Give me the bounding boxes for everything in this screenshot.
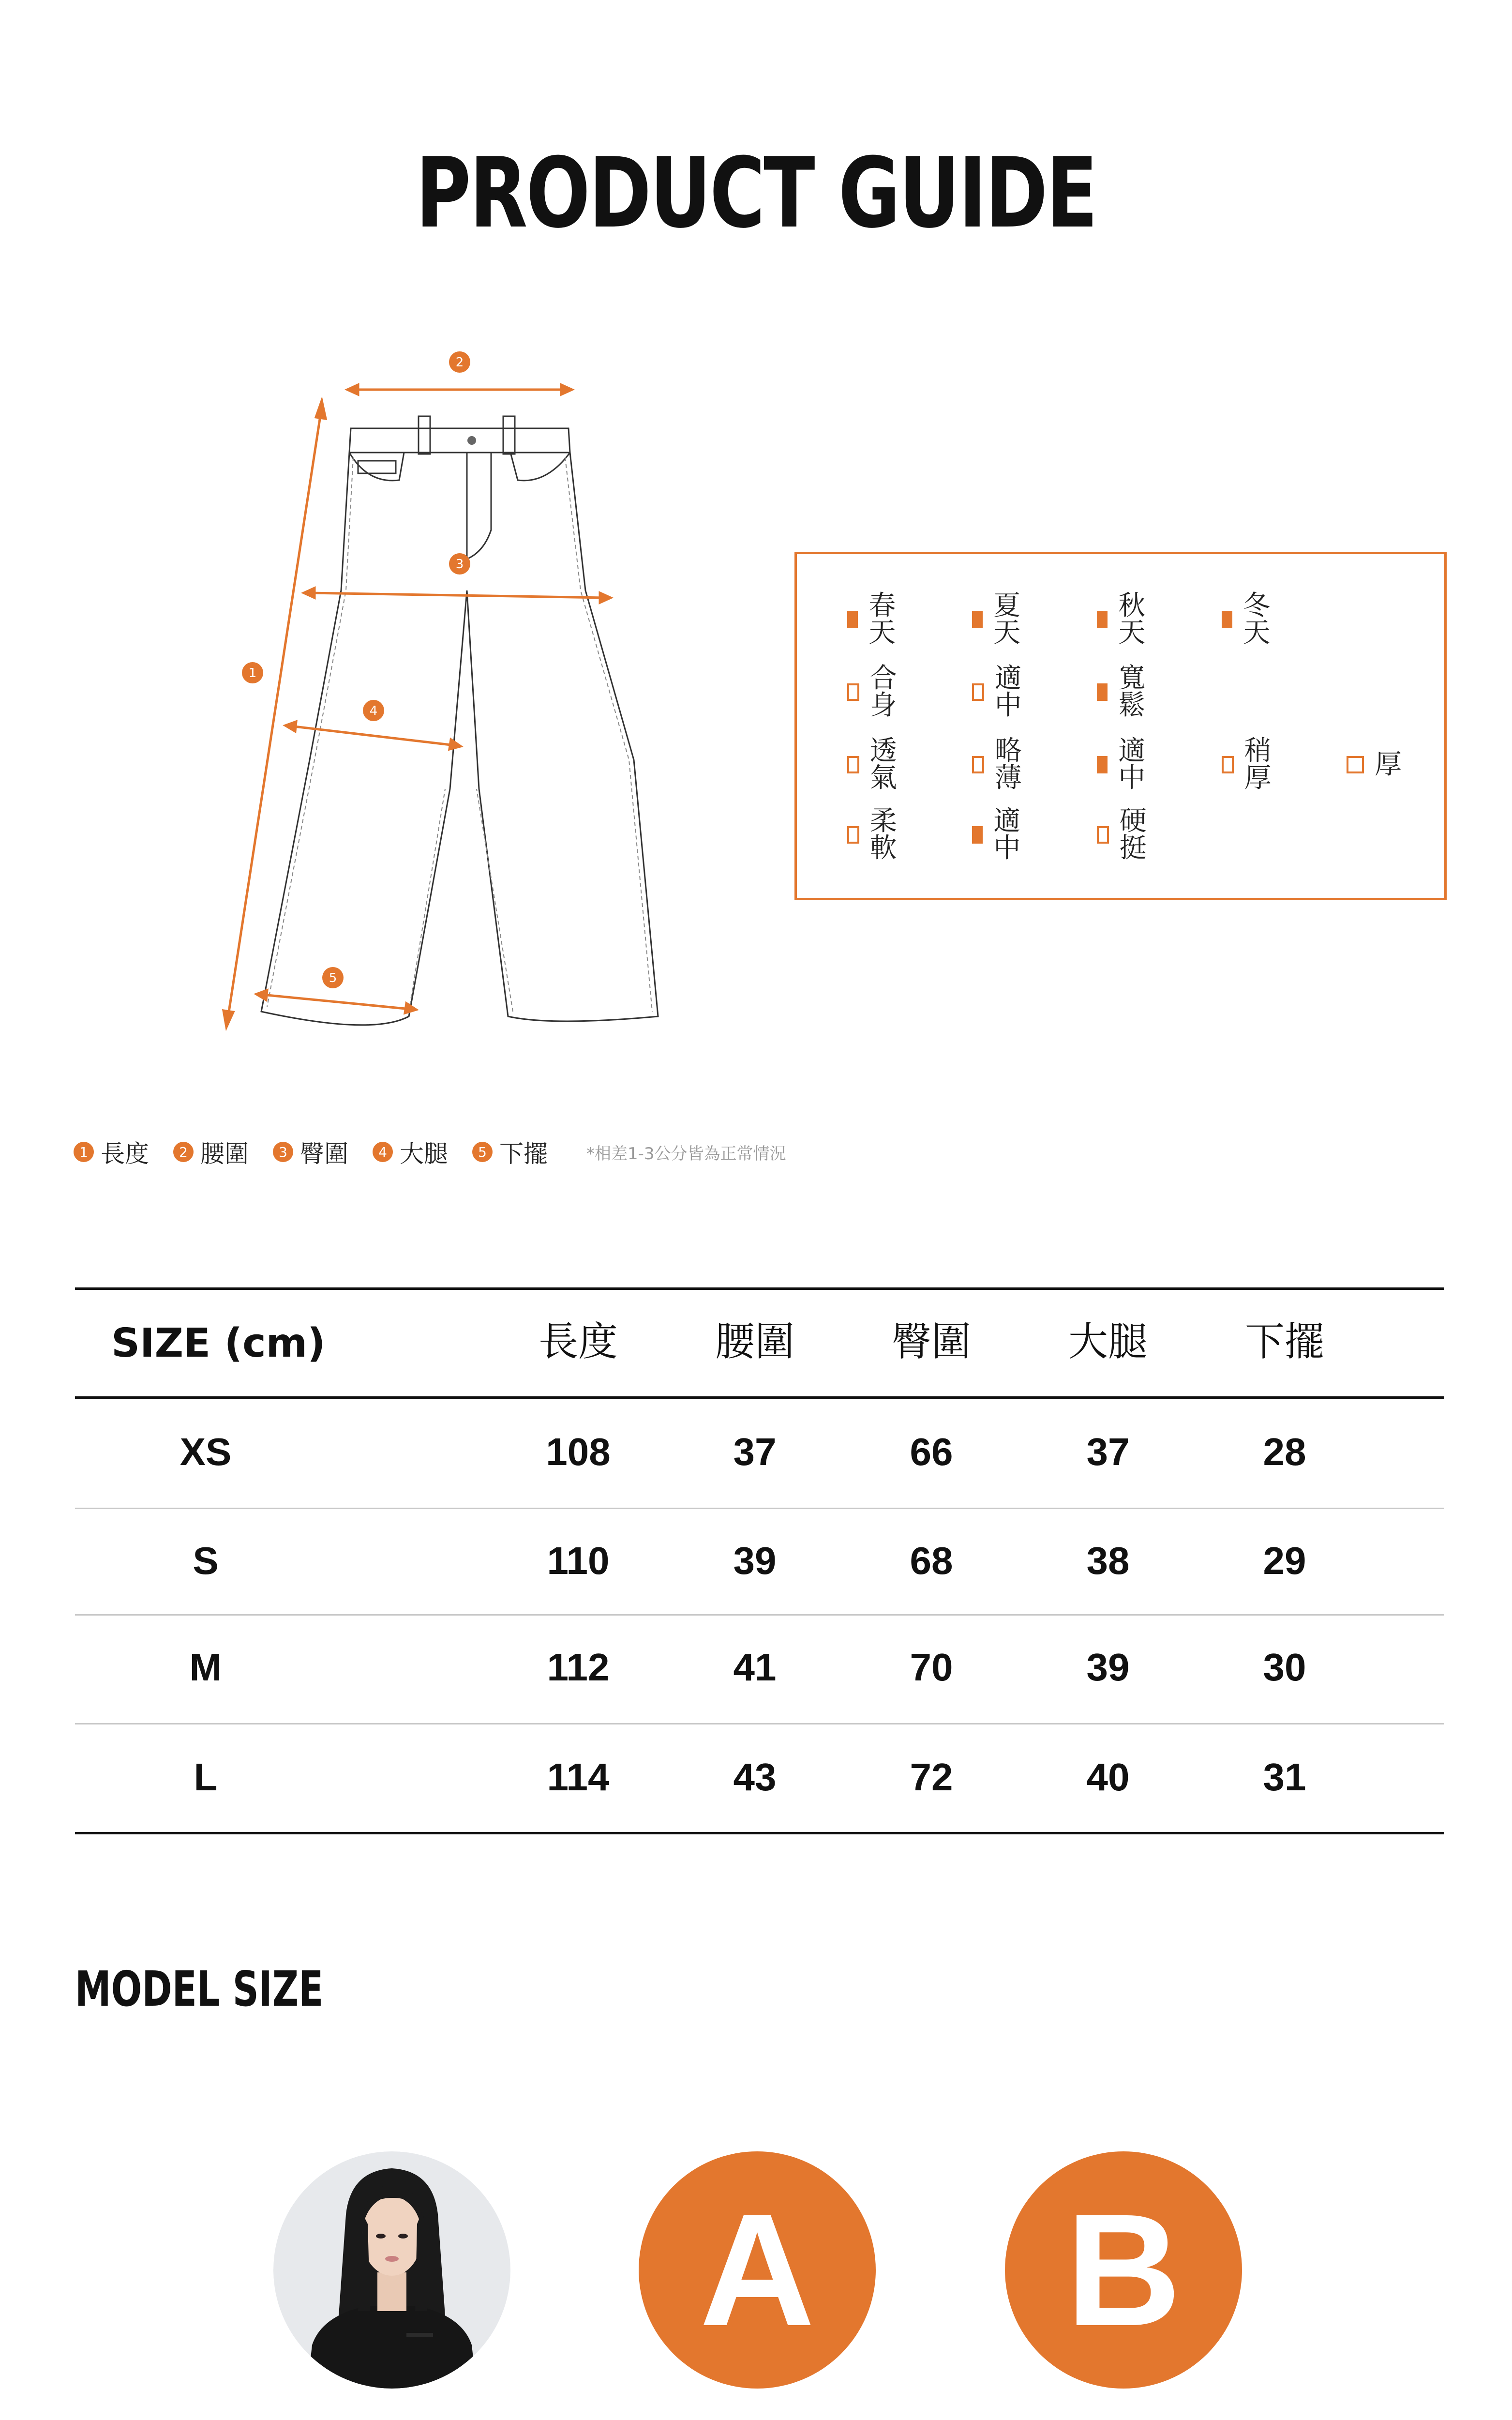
table-cell: 38 [1086, 1539, 1130, 1582]
attribute-item [972, 590, 1027, 649]
model-letter-a: A [699, 2180, 815, 2359]
table-cell: 37 [1086, 1430, 1130, 1473]
table-cell: 72 [910, 1755, 953, 1799]
attribute-label: 適中 [994, 663, 1022, 721]
tolerance-note: *相差1-3公分皆為正常情況 [586, 1144, 786, 1164]
table-cell: 37 [733, 1430, 777, 1473]
size-label: S [193, 1539, 219, 1582]
attribute-label: 硬挺 [1119, 805, 1147, 864]
attribute-label: 冬天 [1243, 590, 1271, 649]
unchecked-box-icon [972, 756, 984, 773]
attribute-item [1097, 590, 1152, 649]
table-cell: 29 [1263, 1539, 1306, 1582]
measurement-legend [74, 1133, 786, 1171]
table-column-header: 腰圍 [715, 1319, 794, 1365]
attribute-label: 合身 [869, 663, 897, 721]
table-divider [75, 1614, 1444, 1616]
page-title: PRODUCT GUIDE [416, 137, 1096, 250]
table-cell: 31 [1263, 1755, 1306, 1799]
attribute-label: 厚 [1375, 749, 1402, 780]
unchecked-box-icon [972, 683, 984, 701]
table-divider [75, 1396, 1444, 1399]
attribute-label: 春天 [868, 590, 896, 649]
marker-thigh [363, 700, 384, 721]
checked-box-icon [1097, 756, 1108, 773]
unchecked-box-icon [847, 826, 859, 844]
table-cell: 114 [547, 1755, 610, 1799]
model-size-title: MODEL SIZE [75, 1961, 324, 2017]
table-column-header: 下擺 [1244, 1319, 1324, 1365]
model-avatar-a [639, 2151, 876, 2389]
table-cell: 39 [733, 1539, 777, 1582]
table-cell: 70 [910, 1646, 953, 1689]
legend-item [373, 1134, 448, 1169]
legend-item [273, 1134, 348, 1169]
legend-number-badge: 5 [472, 1142, 493, 1162]
attribute-label: 稍厚 [1244, 735, 1272, 794]
table-cell: 40 [1086, 1755, 1130, 1799]
unchecked-box-icon [847, 756, 859, 773]
table-cell: 30 [1263, 1646, 1306, 1689]
attribute-item [1097, 663, 1152, 721]
model-letter-b: B [1065, 2180, 1182, 2359]
size-label: L [194, 1755, 218, 1799]
legend-label: 臀圍 [300, 1140, 348, 1168]
legend-number-badge: 3 [273, 1142, 293, 1162]
attribute-item [1097, 805, 1152, 864]
legend-label: 長度 [101, 1140, 149, 1168]
attribute-item [847, 663, 902, 721]
table-cell: 112 [547, 1646, 610, 1689]
attribute-label: 秋天 [1118, 590, 1146, 649]
attribute-label: 寬鬆 [1118, 663, 1146, 721]
legend-item [173, 1134, 249, 1169]
unchecked-box-icon [847, 683, 859, 701]
checked-box-icon [847, 611, 858, 628]
size-label: XS [180, 1430, 232, 1473]
attribute-label: 略薄 [994, 735, 1022, 794]
table-divider [75, 1832, 1444, 1834]
attribute-label: 適中 [993, 805, 1021, 864]
legend-number-badge: 4 [373, 1142, 393, 1162]
table-divider [75, 1508, 1444, 1509]
legend-label: 下擺 [499, 1140, 548, 1168]
table-divider [75, 1723, 1444, 1724]
attribute-item [1347, 745, 1402, 784]
attribute-label: 適中 [1118, 735, 1146, 794]
table-divider [75, 1287, 1444, 1290]
unchecked-box-icon [1347, 756, 1364, 773]
pants-diagram [213, 339, 677, 1060]
attribute-item [1222, 735, 1277, 794]
legend-number-badge: 2 [173, 1142, 194, 1162]
table-cell: 68 [910, 1539, 953, 1582]
svg-text:2: 2 [455, 355, 464, 370]
table-cell: 28 [1263, 1430, 1306, 1473]
table-column-header: 大腿 [1068, 1319, 1148, 1365]
marker-length [242, 662, 263, 683]
table-cell: 110 [547, 1539, 610, 1582]
size-column-header: SIZE (cm) [111, 1320, 326, 1366]
table-column-header: 臀圍 [891, 1319, 971, 1365]
attribute-label: 透氣 [869, 735, 897, 794]
legend-item [74, 1134, 149, 1169]
svg-text:1: 1 [248, 666, 257, 681]
svg-text:5: 5 [329, 971, 337, 985]
attribute-box [794, 552, 1447, 900]
attribute-item [972, 663, 1027, 721]
attribute-label: 夏天 [993, 590, 1021, 649]
attribute-item [972, 805, 1027, 864]
marker-waist [449, 351, 470, 373]
attribute-item [847, 805, 902, 864]
model-photo-cassie [273, 2151, 510, 2389]
checked-box-icon [972, 611, 983, 628]
checked-box-icon [1097, 683, 1108, 701]
attribute-item [847, 590, 902, 649]
unchecked-box-icon [1097, 826, 1109, 844]
attribute-item [847, 735, 902, 794]
checked-box-icon [972, 826, 983, 844]
attribute-item [1097, 735, 1152, 794]
legend-item [472, 1134, 548, 1169]
svg-text:4: 4 [369, 704, 378, 718]
svg-text:3: 3 [455, 557, 464, 572]
attribute-item [972, 735, 1027, 794]
table-cell: 108 [546, 1430, 611, 1473]
size-label: M [189, 1646, 222, 1689]
table-column-header: 長度 [538, 1319, 618, 1365]
marker-hem [322, 967, 344, 988]
attribute-item [1222, 590, 1277, 649]
unchecked-box-icon [1222, 756, 1234, 773]
attribute-label: 柔軟 [869, 805, 897, 864]
table-cell: 39 [1086, 1646, 1130, 1689]
legend-label: 大腿 [400, 1140, 448, 1168]
table-cell: 41 [733, 1646, 777, 1689]
legend-label: 腰圍 [200, 1140, 249, 1168]
checked-box-icon [1222, 611, 1232, 628]
checked-box-icon [1097, 611, 1108, 628]
model-avatar-b [1005, 2151, 1242, 2389]
table-cell: 66 [910, 1430, 953, 1473]
legend-number-badge: 1 [74, 1142, 94, 1162]
table-cell: 43 [733, 1755, 777, 1799]
marker-hip [449, 553, 470, 575]
